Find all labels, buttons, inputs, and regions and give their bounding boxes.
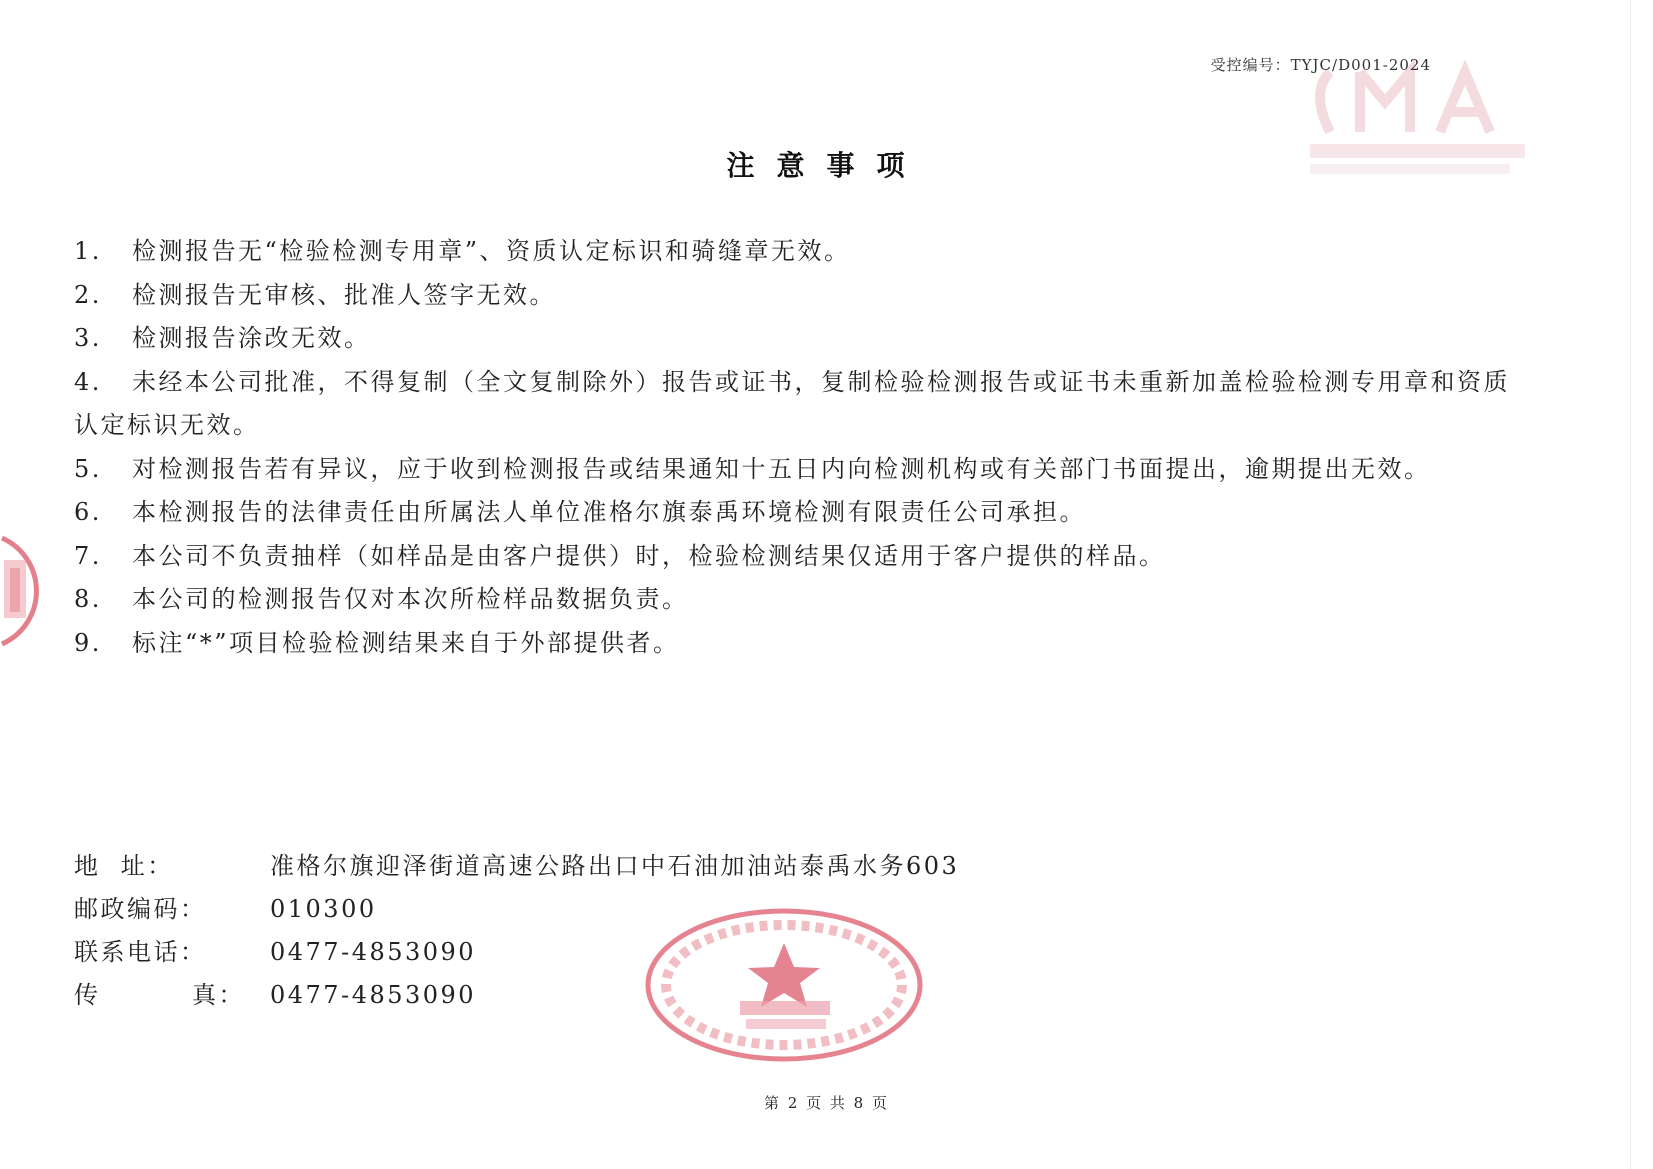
address-row (74, 845, 959, 888)
notice-item (74, 491, 1524, 535)
page-number: 第 2 页 共 8 页 (764, 1094, 889, 1112)
notice-item (74, 317, 1524, 361)
notice-number: 4. (74, 367, 102, 396)
notice-item (74, 361, 1524, 448)
phone-label: 联系电话： (74, 938, 207, 966)
notice-number: 3. (74, 324, 102, 352)
control-number: 受控编号：TYJC/D001-2024 (1210, 56, 1431, 74)
notice-list (74, 230, 1524, 665)
notice-text: 未经本公司批准，不得复制（全文复制除外）报告或证书，复制检验检测报告或证书未重新加盖检验检测专用章和资质认定标识无效。 (74, 367, 1510, 439)
notice-number: 5. (74, 454, 102, 483)
notice-item (74, 622, 1524, 666)
phone-value: 0477-4853090 (270, 938, 477, 966)
fax-label-part2: 真： (192, 981, 245, 1009)
notice-number: 7. (74, 541, 102, 570)
page-title: 注意事项 (726, 149, 927, 182)
notice-item (74, 448, 1524, 492)
notice-number: 9. (74, 628, 102, 657)
phone-row (74, 931, 959, 974)
notice-text: 本检测报告的法律责任由所属法人单位准格尔旗泰禹环境检测有限责任公司承担。 (132, 498, 1086, 526)
notice-number: 2. (74, 280, 102, 309)
address-label: 地 址： (74, 852, 174, 880)
address-value: 准格尔旗迎泽街道高速公路出口中石油加油站泰禹水务603 (270, 852, 960, 880)
postcode-label: 邮政编码： (74, 895, 207, 923)
fax-label-part1: 传 (74, 981, 101, 1009)
contact-info (74, 845, 959, 1012)
notice-item (74, 230, 1524, 274)
postcode-value: 010300 (270, 895, 377, 923)
notice-item (74, 578, 1524, 622)
notice-text: 本公司的检测报告仅对本次所检样品数据负责。 (132, 585, 689, 613)
notice-text: 检测报告涂改无效。 (132, 324, 371, 352)
notice-item (74, 535, 1524, 579)
notice-text: 本公司不负责抽样（如样品是由客户提供）时，检验检测结果仅适用于客户提供的样品。 (132, 541, 1166, 570)
notice-number: 8. (74, 585, 102, 613)
notice-item (74, 274, 1524, 318)
fax-label (74, 974, 270, 1017)
notice-text: 标注“*”项目检验检测结果来自于外部提供者。 (132, 628, 680, 657)
notice-number: 6. (74, 498, 102, 526)
partial-seal-icon (0, 532, 62, 650)
fax-value: 0477-4853090 (270, 981, 477, 1009)
notice-number: 1. (74, 237, 102, 265)
postcode-row (74, 888, 959, 931)
notice-text: 检测报告无审核、批准人签字无效。 (132, 280, 556, 309)
fax-row (74, 974, 959, 1012)
notice-text: 对检测报告若有异议，应于收到检测报告或结果通知十五日内向检测机构或有关部门书面提出，逾期提出无效。 (132, 454, 1431, 483)
notice-text: 检测报告无“检验检测专用章”、资质认定标识和骑缝章无效。 (132, 237, 851, 265)
